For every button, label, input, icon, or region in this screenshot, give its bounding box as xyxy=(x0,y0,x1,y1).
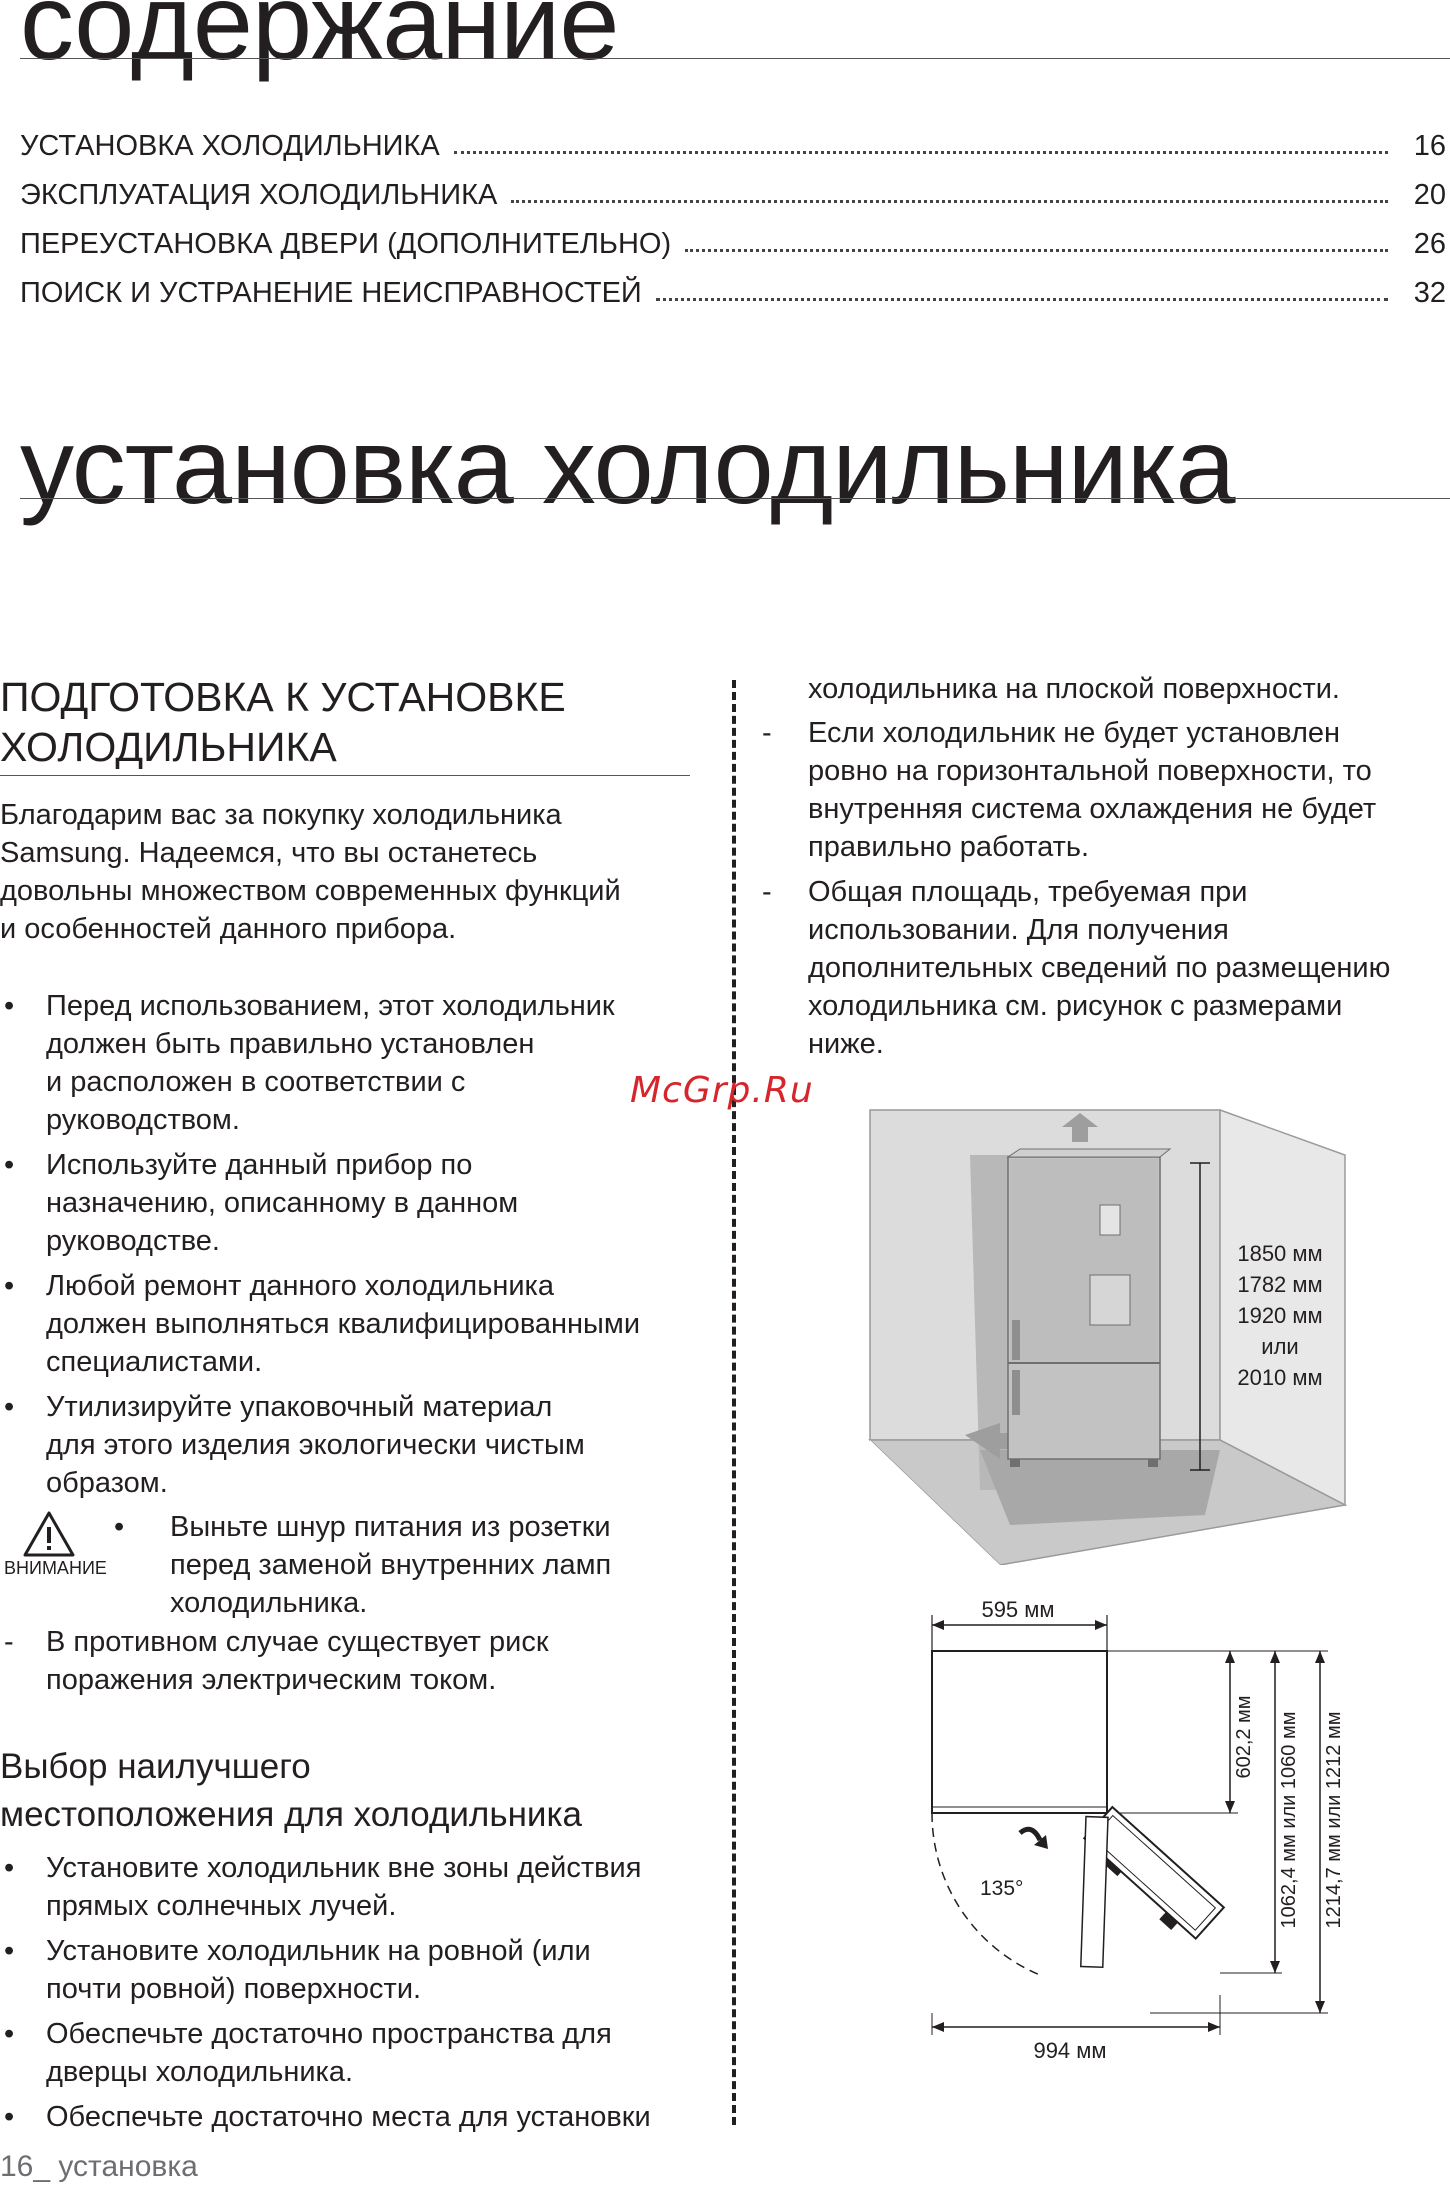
list-item-line: Установите холодильник вне зоны действия xyxy=(46,1852,642,1884)
list-item-line: должен быть правильно установлен xyxy=(46,1028,535,1060)
intro-line: Благодарим вас за покупку холодильника xyxy=(0,799,562,831)
bullet-mark: • xyxy=(4,1391,15,1423)
width-label: 595 мм xyxy=(981,1597,1055,1622)
toc-entry-title: ЭКСПЛУАТАЦИЯ ХОЛОДИЛЬНИКА xyxy=(20,179,498,211)
dash-item-line: Общая площадь, требуемая при xyxy=(808,876,1248,908)
warning-note-line: поражения электрическим током. xyxy=(46,1664,497,1696)
column-divider xyxy=(732,680,736,2125)
dash-item-line: холодильника см. рисунок с размерами xyxy=(808,990,1343,1022)
dash-item-line: ниже. xyxy=(808,1028,884,1060)
bullet-mark: • xyxy=(4,990,15,1022)
contents-title-rule xyxy=(20,58,1450,59)
toc-entry[interactable] xyxy=(20,226,1446,262)
list-item-line: и расположен в соответствии с xyxy=(46,1066,466,1098)
depth-total-label: 1214,7 мм или 1212 мм xyxy=(1323,1711,1345,1929)
dash-item-line: Если холодильник не будет установлен xyxy=(808,717,1341,749)
list-item-line: для этого изделия экологически чистым xyxy=(46,1429,585,1461)
height-label: 1920 мм xyxy=(1237,1303,1323,1328)
fridge-top-view-figure xyxy=(920,1595,1360,2065)
dash-item xyxy=(756,714,1446,866)
bullet-mark: • xyxy=(4,1149,15,1181)
toc-entry-title: ПОИСК И УСТРАНЕНИЕ НЕИСПРАВНОСТЕЙ xyxy=(20,277,642,309)
depth-label: 602,2 мм xyxy=(1233,1695,1255,1779)
list-item-line: специалистами. xyxy=(46,1346,263,1378)
toc-entry-page: 26 xyxy=(1413,228,1446,260)
bullet-mark: • xyxy=(4,1270,15,1302)
list-item-line: Обеспечьте достаточно места для установки xyxy=(46,2101,651,2133)
list-item-line: Утилизируйте упаковочный материал xyxy=(46,1391,553,1423)
watermark-link[interactable]: McGrp.Ru xyxy=(630,1070,814,1111)
fridge-height-figure xyxy=(860,1095,1350,1565)
section-title-rule xyxy=(20,498,1450,499)
location-heading-line1: Выбор наилучшего xyxy=(0,1747,311,1786)
dash-item-line: ровно на горизонтальной поверхности, то xyxy=(808,755,1372,787)
intro-line: довольны множеством современных функций xyxy=(0,875,621,907)
toc-entry[interactable] xyxy=(20,275,1446,311)
toc-leader-dots xyxy=(685,249,1388,252)
toc-entry-page: 32 xyxy=(1413,277,1446,309)
open-width-label: 994 мм xyxy=(1033,2038,1107,2063)
toc-entry-title: ПЕРЕУСТАНОВКА ДВЕРИ (ДОПОЛНИТЕЛЬНО) xyxy=(20,228,672,260)
list-item xyxy=(0,1932,720,2008)
warning-line: перед заменой внутренних ламп xyxy=(170,1549,612,1581)
dash-item-line: дополнительных сведений по размещению xyxy=(808,952,1391,984)
list-item xyxy=(0,987,720,1139)
list-item-line: прямых солнечных лучей. xyxy=(46,1890,397,1922)
toc-entry-title: УСТАНОВКА ХОЛОДИЛЬНИКА xyxy=(20,130,440,162)
warning-line: холодильника. xyxy=(170,1587,368,1619)
list-item-line: Используйте данный прибор по xyxy=(46,1149,473,1181)
list-item-line: должен выполняться квалифицированными xyxy=(46,1308,641,1340)
depth-open-label: 1062,4 мм или 1060 мм xyxy=(1278,1711,1300,1929)
toc-entry[interactable] xyxy=(20,128,1446,164)
bullet-mark: • xyxy=(114,1511,125,1543)
bullet-mark: • xyxy=(4,1852,15,1884)
intro-line: Samsung. Надеемся, что вы останетесь xyxy=(0,837,538,869)
angle-label: 135° xyxy=(980,1877,1024,1900)
toc-entry[interactable] xyxy=(20,177,1446,213)
list-item xyxy=(0,1267,720,1381)
page-footer: 16_ установка xyxy=(0,2150,198,2183)
bullet-mark: • xyxy=(4,2018,15,2050)
height-label: 1782 мм xyxy=(1237,1272,1323,1297)
dash-item-line: использовании. Для получения xyxy=(808,914,1229,946)
dash-item xyxy=(756,873,1446,1063)
list-item xyxy=(0,1146,720,1260)
list-item-line: назначению, описанному в данном xyxy=(46,1187,519,1219)
list-item-line: руководством. xyxy=(46,1104,240,1136)
dash-mark: - xyxy=(4,1626,14,1658)
dash-mark: - xyxy=(762,717,772,749)
warning-item xyxy=(112,1508,712,1622)
list-item-line: почти ровной) поверхности. xyxy=(46,1973,422,2005)
list-item-line: руководстве. xyxy=(46,1225,220,1257)
height-label: 2010 мм xyxy=(1237,1365,1323,1390)
toc-leader-dots xyxy=(454,151,1388,154)
prep-heading-rule xyxy=(0,775,690,776)
warning-label: ВНИМАНИЕ xyxy=(4,1558,107,1578)
toc-leader-dots xyxy=(656,298,1388,301)
bullet-mark: • xyxy=(4,2101,15,2133)
prep-heading-line1: ПОДГОТОВКА К УСТАНОВКЕ xyxy=(0,674,566,720)
list-item-line: образом. xyxy=(46,1467,168,1499)
list-item xyxy=(0,2098,720,2136)
warning-note-line: В противном случае существует риск xyxy=(46,1626,549,1658)
warning-note xyxy=(0,1623,720,1699)
contents-title: содержание xyxy=(20,0,619,82)
toc-entry-page: 20 xyxy=(1413,179,1446,211)
section-title: установка холодильника xyxy=(20,405,1235,526)
warning-icon xyxy=(22,1510,76,1558)
dash-mark: - xyxy=(762,876,772,908)
height-label: или xyxy=(1261,1334,1299,1359)
intro-line: и особенностей данного прибора. xyxy=(0,913,457,945)
list-item-line: Перед использованием, этот холодильник xyxy=(46,990,615,1022)
list-item xyxy=(0,1849,720,1925)
toc-leader-dots xyxy=(511,200,1388,203)
list-item-line: дверцы холодильника. xyxy=(46,2056,354,2088)
list-item-line: Установите холодильник на ровной (или xyxy=(46,1935,591,1967)
list-item xyxy=(0,1388,720,1502)
toc-entry-page: 16 xyxy=(1413,130,1446,162)
location-heading-line2: местоположения для холодильника xyxy=(0,1795,582,1834)
dash-item-line: внутренняя система охлаждения не будет xyxy=(808,793,1377,825)
list-item xyxy=(0,2015,720,2091)
warning-line: Выньте шнур питания из розетки xyxy=(170,1511,611,1543)
bullet-mark: • xyxy=(4,1935,15,1967)
height-label: 1850 мм xyxy=(1237,1241,1323,1266)
list-item-line: Любой ремонт данного холодильника xyxy=(46,1270,555,1302)
dash-item-line: правильно работать. xyxy=(808,831,1090,863)
prep-heading-line2: ХОЛОДИЛЬНИКА xyxy=(0,724,337,770)
list-item-line: Обеспечьте достаточно пространства для xyxy=(46,2018,612,2050)
continuation-line: холодильника на плоской поверхности. xyxy=(808,673,1340,705)
